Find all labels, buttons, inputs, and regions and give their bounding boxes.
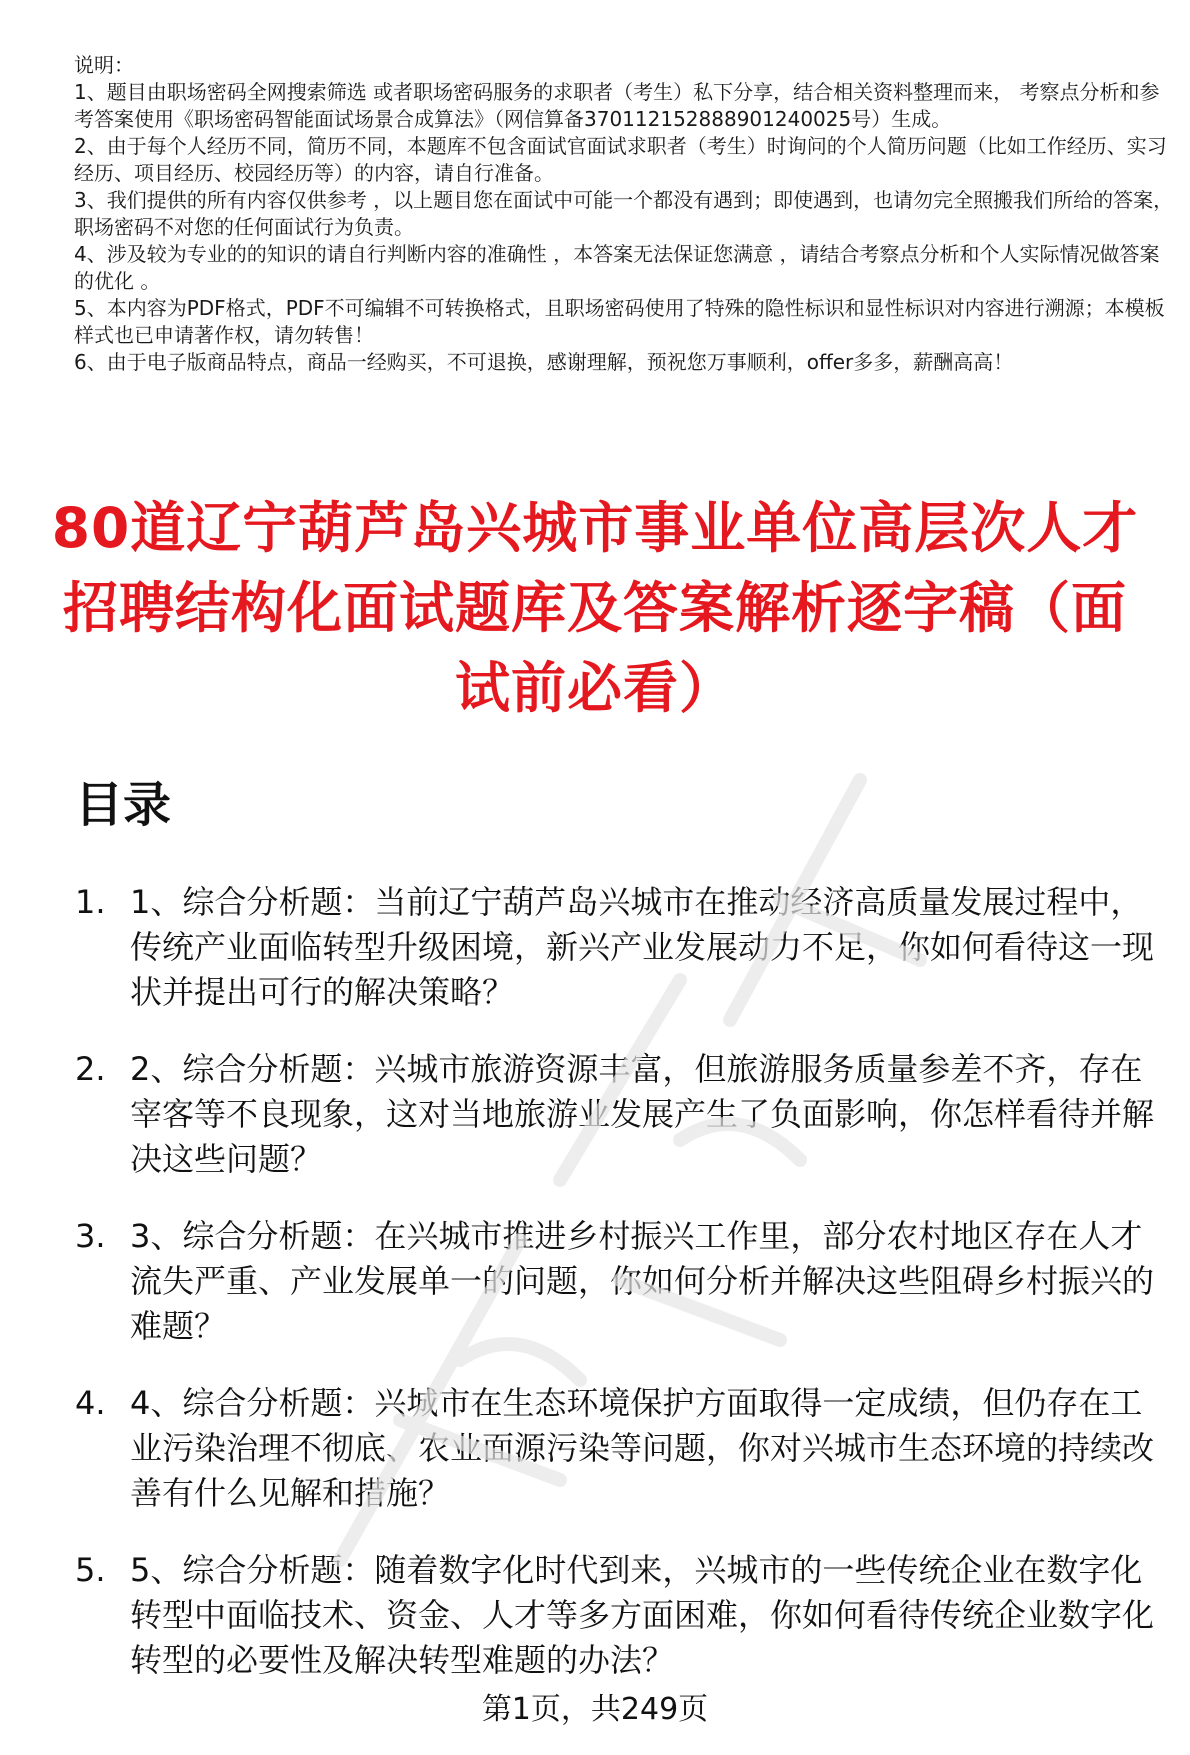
notes-heading: 说明：	[74, 53, 134, 77]
note-item-1: 1、题目由职场密码全网搜索筛选 或者职场密码服务的求职者（考生）私下分享，结合相关资料整理而来， 考察点分析和参考答案使用《职场密码智能面试场景合成算法》（网信算备370112152888901240025号）生成。	[74, 80, 1160, 131]
toc-item-text: 1、综合分析题：当前辽宁葫芦岛兴城市在推动经济高质量发展过程中，传统产业面临转型升级困境，新兴产业发展动力不足，你如何看待这一现状并提出可行的解决策略？	[130, 883, 1155, 1011]
toc-item-text: 5、综合分析题：随着数字化时代到来，兴城市的一些传统企业在数字化转型中面临技术、资金、人才等多方面困难，你如何看待传统企业数字化转型的必要性及解决转型难题的办法？	[130, 1551, 1155, 1679]
toc-item-text: 3、综合分析题：在兴城市推进乡村振兴工作里，部分农村地区存在人才流失严重、产业发展单一的问题，你如何分析并解决这些阻碍乡村振兴的难题？	[130, 1217, 1155, 1345]
toc-item[interactable]	[75, 1381, 1170, 1516]
table-of-contents	[75, 880, 1170, 1715]
note-item-4: 4、涉及较为专业的的知识的请自行判断内容的准确性 ，本答案无法保证您满意 ，请结合考察点分析和个人实际情况做答案的优化 。	[74, 242, 1160, 293]
toc-item-text: 2、综合分析题：兴城市旅游资源丰富，但旅游服务质量参差不齐，存在宰客等不良现象，这对当地旅游业发展产生了负面影响，你怎样看待并解决这些问题？	[130, 1050, 1155, 1178]
toc-item-number: 2.	[75, 1050, 106, 1088]
note-item-6: 6、由于电子版商品特点，商品一经购买，不可退换，感谢理解，预祝您万事顺利，offer多多，薪酬高高！	[74, 350, 1014, 374]
note-item-5: 5、本内容为PDF格式，PDF不可编辑不可转换格式，且职场密码使用了特殊的隐性标识和显性标识对内容进行溯源；本模板样式也已申请著作权，请勿转售！	[74, 296, 1165, 347]
toc-item[interactable]	[75, 880, 1170, 1015]
note-item-3: 3、我们提供的所有内容仅供参考 ，以上题目您在面试中可能一个都没有遇到；即使遇到，也请勿完全照搬我们所给的答案，职场密码不对您的任何面试行为负责。	[74, 188, 1174, 239]
document-title: 80道辽宁葫芦岛兴城市事业单位高层次人才招聘结构化面试题库及答案解析逐字稿（面试前必看）	[51, 496, 1139, 720]
toc-item-number: 3.	[75, 1217, 106, 1255]
toc-heading: 目录	[75, 777, 172, 833]
toc-item[interactable]	[75, 1548, 1170, 1683]
toc-item[interactable]	[75, 1047, 1170, 1182]
toc-item-text: 4、综合分析题：兴城市在生态环境保护方面取得一定成绩，但仍存在工业污染治理不彻底、农业面源污染等问题，你对兴城市生态环境的持续改善有什么见解和措施？	[130, 1384, 1155, 1512]
note-item-2: 2、由于每个人经历不同，简历不同，本题库不包含面试官面试求职者（考生）时询问的个人简历问题（比如工作经历、实习经历、项目经历、校园经历等）的内容，请自行准备。	[74, 134, 1167, 185]
toc-item-number: 1.	[75, 883, 106, 921]
toc-item-number: 5.	[75, 1551, 106, 1589]
disclaimer-notes	[74, 52, 1174, 376]
page-footer: 第1页，共249页	[481, 1692, 709, 1727]
toc-item[interactable]	[75, 1214, 1170, 1349]
toc-item-number: 4.	[75, 1384, 106, 1422]
